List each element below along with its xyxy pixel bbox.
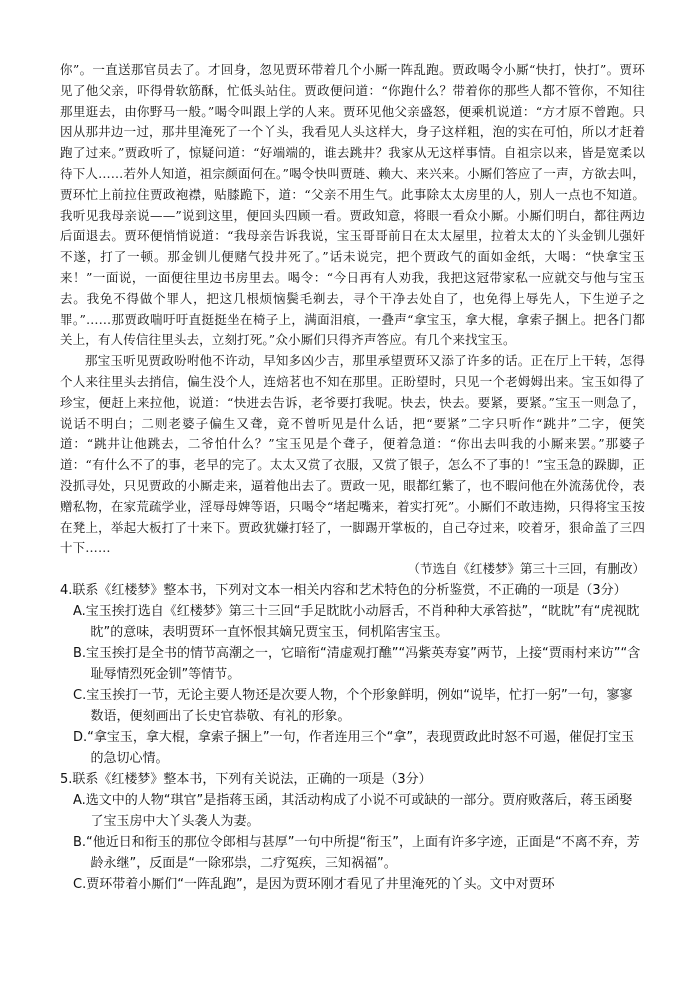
question-5-option-a: A.选文中的人物“琪官”是指蒋玉函，其活动构成了小说不可或缺的一部分。贾府败落后，蒋玉函娶了宝玉房中大丫头袭人为妻。 bbox=[73, 792, 633, 829]
question-4-option-d: D.“拿宝玉，拿大棍，拿索子捆上”一句，作者连用三个“拿”，表现贾政此时怒不可遏，催促打宝玉的急切心情。 bbox=[73, 729, 635, 766]
question-5 bbox=[60, 769, 645, 895]
document-page bbox=[60, 60, 645, 895]
passage-paragraph-1: 你”。一直送那官员去了。才回身，忽见贾环带着几个小厮一阵乱跑。贾政喝令小厮“快打，快打”。贾环见了他父亲，吓得骨软筋酥，忙低头站住。贾政便问道：“你跑什么？带着你的那些人都不管你，不知往那里逛去，由你野马一般。”喝令叫跟上学的人来。贾环见他父亲盛怒，便乘机说道：“方才原不曾跑。只因从那井边一过，那井里淹死了一个丫头，我看见人头这样大，身子这样粗，泡的实在可怕，所以才赶着跑了过来。”贾政听了，惊疑问道：“好端端的，谁去跳井？我家从无这样事情。自祖宗以来，皆是宽柔以待下人……若外人知道，祖宗颜面何在。”喝令快叫贾琏、赖大、来兴来。小厮们答应了一声，方欲去叫，贾环忙上前拉住贾政袍襟，贴膝跪下，道：“父亲不用生气。此事除太太房里的人，别人一点也不知道。我听见我母亲说——”说到这里，便回头四顾一看。贾政知意，将眼一看众小厮。小厮们明白，都往两边后面退去。贾环便悄悄说道：“我母亲告诉我说，宝玉哥哥前日在太太屋里，拉着太太的丫头金钏儿强奸不遂，打了一顿。那金钏儿便赌气投井死了。”话未说完，把个贾政气的面如金纸，大喝：“快拿宝玉来！”一面说，一面便往里边书房里去。喝令：“今日再有人劝我，我把这冠带家私一应就交与他与宝玉去。我免不得做个罪人，把这几根烦恼鬓毛剃去，寻个干净去处自了，也免得上辱先人，下生逆子之罪。”……那贾政喘吁吁直挺挺坐在椅子上，满面泪痕，一叠声“拿宝玉，拿大棍，拿索子捆上。把各门都关上，有人传信往里头去，立刻打死。”众小厮们只得齐声答应。有几个来找宝玉。 bbox=[60, 62, 645, 348]
question-4-option-c: C.宝玉挨打一节，无论主要人物还是次要人物，个个形象鲜明，例如“说毕，忙打一躬”一句，寥寥数语，便刻画出了长史官恭敬、有礼的形象。 bbox=[73, 687, 633, 724]
passage-paragraph-2: 那宝玉听见贾政吩咐他不许动，早知多凶少吉，那里承望贾环又添了许多的话。正在厅上干转，怎得个人来往里头去捎信，偏生没个人，连焙茗也不知在那里。正盼望时，只见一个老姆姆出来。宝玉如得了珍宝，便赶上来拉他，说道：“快进去告诉，老爷要打我呢。快去，快去。要紧，要紧。”宝玉一则急了，说话不明白；二则老婆子偏生又聋，竟不曾听见是什么话，把“要紧”二字只听作“跳井”二字，便笑道：“跳井让他跳去，二爷怕什么？”宝玉见是个聋子，便着急道：“你出去叫我的小厮来罢。”那婆子道：“有什么不了的事，老早的完了。太太又赏了衣服，又赏了银子，怎么不了事的！”宝玉急的跺脚，正没抓寻处，只见贾政的小厮走来，逼着他出去了。贾政一见，眼都红紫了，也不暇问他在外流荡优伶，表赠私物，在家荒疏学业，淫辱母婢等语，只喝令“堵起嘴来，着实打死”。小厮们不敢违拗，只得将宝玉按在凳上，举起大板打了十来下。贾政犹嫌打轻了，一脚踢开掌板的，自己夺过来，咬着牙，狠命盖了三四十下…… bbox=[60, 353, 645, 556]
question-5-option-c: C.贾环带着小厮们“一阵乱跑”，是因为贾环刚才看见了井里淹死的丫头。文中对贾环 bbox=[73, 876, 555, 892]
passage-source: （节选自《红楼梦》第三十三回，有删改） bbox=[407, 561, 645, 577]
question-5-stem: 5.联系《红楼梦》整本书，下列有关说法，正确的一项是（3分） bbox=[60, 771, 432, 787]
question-4 bbox=[60, 580, 645, 769]
question-4-option-b: B.宝玉挨打是全书的情节高潮之一，它暗衔“清虚观打醮”“冯紫英寿宴”两节，上接“贾雨村来访”“含耻辱情烈死金钏”等情节。 bbox=[73, 645, 641, 682]
question-4-stem: 4.联系《红楼梦》整本书，下列对文本一相关内容和艺术特色的分析鉴赏，不正确的一项是（3分） bbox=[60, 582, 627, 598]
question-4-option-a: A.宝玉挨打选自《红楼梦》第三十三回“手足眈眈小动唇舌，不肖种种大承笞挞”，“眈眈”有“虎视眈眈”的意味，表明贾环一直怀恨其嫡兄贾宝玉，伺机陷害宝玉。 bbox=[73, 603, 640, 640]
question-5-option-b: B.“他近日和衔玉的那位令郎相与甚厚”一句中所提“衔玉”，上面有许多字迹，正面是“不离不弃，芳龄永继”，反面是“一除邪祟，二疗冤疾，三知祸福”。 bbox=[73, 834, 640, 871]
